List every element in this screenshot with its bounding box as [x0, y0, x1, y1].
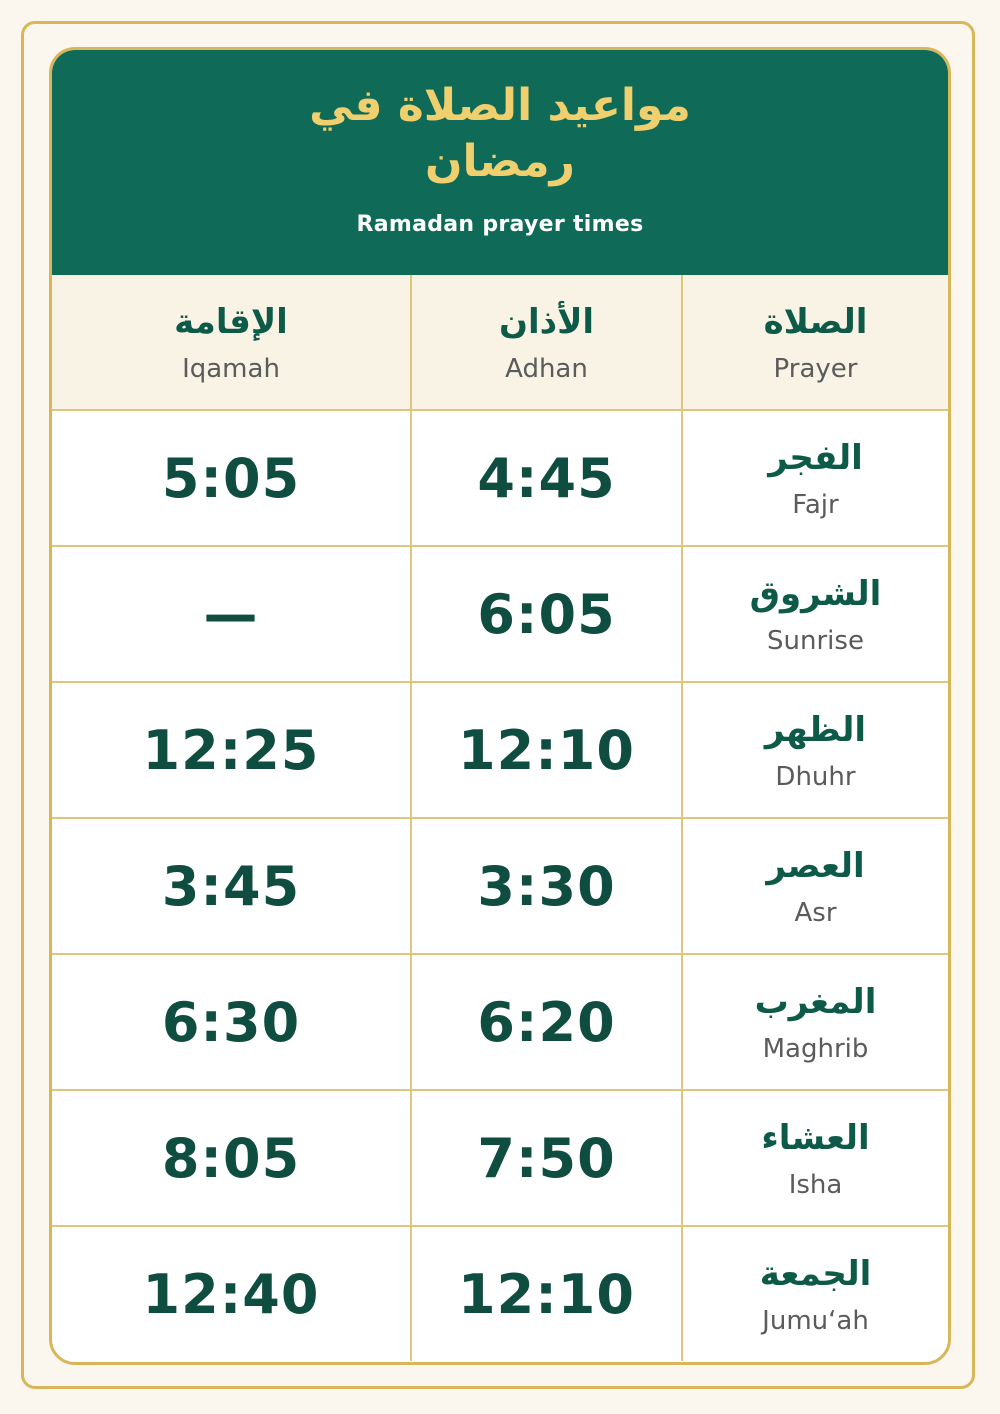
prayer-name-en: Sunrise: [767, 626, 864, 656]
adhan-time: 12:10: [458, 1262, 635, 1326]
prayer-name-en: Jumu‘ah: [762, 1306, 869, 1336]
title-english: Ramadan prayer times: [356, 212, 644, 237]
table-row: [52, 682, 948, 818]
prayer-cell: [682, 1090, 948, 1226]
title-arabic: مواعيد الصلاة في رمضان: [309, 80, 691, 187]
adhan-cell: [411, 1226, 682, 1361]
adhan-time: 7:50: [477, 1126, 616, 1190]
adhan-time: 6:20: [477, 990, 616, 1054]
iqamah-cell: [52, 410, 411, 546]
table-row: [52, 1226, 948, 1361]
adhan-cell: [411, 1090, 682, 1226]
adhan-cell: [411, 682, 682, 818]
column-header-prayer-en: Prayer: [773, 354, 858, 384]
adhan-time: 3:30: [477, 854, 616, 918]
prayer-name-ar: الجمعة: [759, 1254, 872, 1294]
iqamah-time: 12:40: [142, 1262, 320, 1326]
prayer-name-ar: الظهر: [764, 710, 867, 750]
table-row: [52, 410, 948, 546]
prayer-cell: [682, 954, 948, 1090]
iqamah-time: —: [203, 582, 259, 646]
iqamah-time: 5:05: [161, 446, 301, 510]
iqamah-time: 6:30: [161, 990, 301, 1054]
prayer-name-ar: الفجر: [768, 438, 863, 478]
prayer-cell: [682, 410, 948, 546]
iqamah-cell: [52, 818, 411, 954]
prayer-cell: [682, 818, 948, 954]
adhan-cell: [411, 546, 682, 682]
adhan-time: 4:45: [477, 446, 616, 510]
prayer-name-ar: المغرب: [754, 982, 877, 1022]
card-header: [52, 50, 948, 275]
column-header-prayer: [682, 275, 948, 410]
adhan-cell: [411, 410, 682, 546]
prayer-name-ar: العشاء: [761, 1118, 870, 1158]
column-header-adhan-en: Adhan: [505, 354, 588, 384]
adhan-cell: [411, 954, 682, 1090]
prayer-cell: [682, 1226, 948, 1361]
iqamah-time: 3:45: [161, 854, 301, 918]
table-row: [52, 818, 948, 954]
prayer-name-ar: العصر: [766, 846, 865, 886]
table-header-row: [52, 275, 948, 410]
column-header-adhan-ar: الأذان: [498, 302, 595, 342]
prayer-times-table: [52, 275, 948, 1361]
column-header-adhan: [411, 275, 682, 410]
adhan-cell: [411, 818, 682, 954]
column-header-prayer-ar: الصلاة: [763, 302, 868, 342]
prayer-name-en: Fajr: [792, 490, 839, 520]
column-header-iqamah: [52, 275, 411, 410]
iqamah-cell: [52, 1090, 411, 1226]
column-header-iqamah-en: Iqamah: [182, 354, 280, 384]
iqamah-cell: [52, 682, 411, 818]
prayer-name-ar: الشروق: [749, 574, 882, 614]
iqamah-time: 12:25: [142, 718, 320, 782]
prayer-cell: [682, 546, 948, 682]
adhan-time: 6:05: [477, 582, 616, 646]
iqamah-cell: [52, 954, 411, 1090]
prayer-name-en: Isha: [788, 1170, 843, 1200]
table-row: [52, 546, 948, 682]
column-header-iqamah-ar: الإقامة: [174, 302, 288, 342]
prayer-name-en: Maghrib: [762, 1034, 869, 1064]
iqamah-cell: [52, 546, 411, 682]
prayer-name-en: Asr: [794, 898, 837, 928]
prayer-cell: [682, 682, 948, 818]
prayer-times-card: [49, 47, 951, 1365]
iqamah-time: 8:05: [161, 1126, 301, 1190]
iqamah-cell: [52, 1226, 411, 1361]
adhan-time: 12:10: [458, 718, 635, 782]
table-row: [52, 954, 948, 1090]
prayer-name-en: Dhuhr: [775, 762, 856, 792]
table-row: [52, 1090, 948, 1226]
